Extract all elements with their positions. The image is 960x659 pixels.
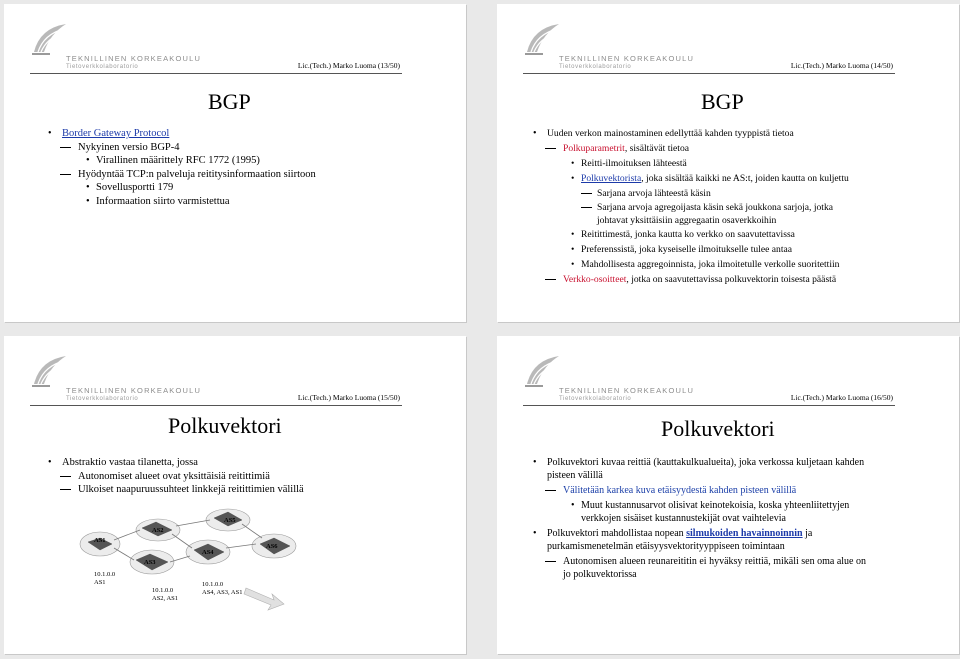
bullet-item: Autonomiset alueet ovat yksittäisiä reitittimiä [48, 470, 436, 484]
bullet-item: • Polkuvektori mahdollistaa nopean silmukoiden havainnoinnin ja purkamismenetelmän etäisyysvektorityyppiseen toimintaan [533, 528, 813, 552]
as-label: AS2 [152, 527, 164, 534]
bullet-item: • Polkuvektorista, joka sisältää kaikki ne AS:t, joiden kautta on kuljettu [571, 173, 849, 184]
logo-name: TEKNILLINEN KORKEAKOULU [559, 54, 695, 63]
route-annotation: 10.1.0.0 [94, 571, 116, 578]
slide-title: Polkuvektori [168, 413, 282, 438]
slide-16 [497, 336, 959, 654]
divider [523, 73, 895, 74]
slide-14 [497, 4, 959, 322]
bullet-item: • Virallinen määrittely RFC 1772 (1995) [86, 155, 260, 166]
bullet-item: Verkko-osoitteet, jotka on saavutettavissa polkuvektorin toisesta päästä [533, 272, 935, 287]
bullet-item: • Abstraktio vastaa tilanetta, jossa [48, 457, 198, 468]
tkk-logo-icon [523, 354, 563, 390]
logo-sub: Tietoverkkolaboratorio [559, 396, 632, 402]
bullet-item: • Sovellusportti 179 [86, 182, 174, 193]
arrow-icon [244, 588, 284, 610]
bullet-item: • Muut kustannusarvot olisivat keinotekoisia, koska yhteenliitettyjen verkkojen sisäiset kustannustekijät ovat vaihtelevia [571, 500, 850, 524]
bullet-item: • Informaation siirto varmistettua [86, 195, 230, 207]
logo-name: TEKNILLINEN KORKEAKOULU [559, 386, 695, 395]
slide-author: Lic.(Tech.) Marko Luoma (13/50) [297, 61, 400, 70]
bgp-link[interactable]: Border Gateway Protocol [62, 128, 170, 139]
bullet-item: Välitetään karkea kuva etäisyydestä kahden pisteen välillä [533, 484, 919, 497]
polkuvektori-link[interactable]: Polkuvektorista [581, 173, 642, 184]
bullet-item: • Border Gateway Protocol [48, 128, 170, 139]
silmukka-link[interactable]: silmukoiden havainnoinnin [686, 528, 803, 539]
bullet-item: • Reitittimestä, jonka kautta ko verkko on saavutettavissa [571, 229, 795, 240]
slide-15 [4, 336, 466, 654]
bullet-item: Sarjana arvoja agregoijasta käsin sekä joukkona sarjoja, jotka johtavat yksittäisiin aggregaatin osaverkkoihin [533, 201, 935, 227]
as-label: AS5 [224, 517, 236, 524]
slide-author: Lic.(Tech.) Marko Luoma (16/50) [790, 393, 893, 402]
as-label: AS4 [202, 549, 214, 556]
bullet-item: • Reitti-ilmoituksen lähteestä [571, 158, 687, 169]
slide-13 [4, 4, 466, 322]
as-label: AS1 [94, 537, 106, 544]
logo-sub: Tietoverkkolaboratorio [66, 396, 139, 402]
bullet-item: • Polkuvektori kuvaa reittiä (kauttakulkualueita), joka verkossa kuljetaan kahden pisteen välillä [533, 457, 865, 481]
logo-name: TEKNILLINEN KORKEAKOULU [66, 386, 202, 395]
bullet-item: Hyödyntää TCP:n palveluja reititysinformaation siirtoon [48, 168, 436, 182]
bullet-item: Polkuparametrit, sisältävät tietoa [533, 141, 935, 156]
bullet-item: • Mahdollisesta aggregoinnista, joka ilmoitetulle verkolle suoritettiin [571, 259, 840, 270]
route-annotation: AS1 [94, 579, 106, 586]
bullet-item: Ulkoiset naapuruussuhteet linkkejä reitittimien välillä [48, 483, 436, 497]
slide-body [533, 456, 919, 581]
logo [523, 354, 695, 402]
logo-name: TEKNILLINEN KORKEAKOULU [66, 54, 202, 63]
divider [523, 405, 895, 406]
tkk-logo-icon [30, 22, 70, 58]
tkk-logo-icon [30, 354, 70, 390]
slide-title: Polkuvektori [661, 416, 775, 441]
slide-title: BGP [208, 89, 251, 114]
slide-body [533, 126, 935, 287]
divider [30, 73, 402, 74]
as-path-diagram [78, 504, 298, 616]
slide-title: BGP [701, 89, 744, 114]
bullet-item: Sarjana arvoja lähteestä käsin [533, 186, 935, 201]
bullet-item: Autonomisen alueen reunareititin ei hyväksy reittiä, mikäli sen oma alue on jo polkuvektorissa [533, 555, 919, 581]
slide-body [48, 127, 436, 208]
route-annotation: AS4, AS3, AS1 [202, 589, 243, 596]
tkk-logo-icon [523, 22, 563, 58]
bullet-item: • Preferenssistä, joka kyseiselle ilmoitukselle tulee antaa [571, 244, 792, 255]
divider [30, 405, 402, 406]
as-label: AS6 [266, 543, 278, 550]
logo [30, 354, 202, 402]
route-annotation: 10.1.0.0 [202, 581, 224, 588]
slide-author: Lic.(Tech.) Marko Luoma (14/50) [790, 61, 893, 70]
bullet-item: Nykyinen versio BGP-4 [48, 141, 436, 155]
logo [30, 22, 202, 70]
slide-body [48, 456, 436, 497]
logo-sub: Tietoverkkolaboratorio [559, 64, 632, 70]
as-label: AS3 [144, 559, 156, 566]
route-annotation: 10.1.0.0 [152, 587, 174, 594]
logo-sub: Tietoverkkolaboratorio [66, 64, 139, 70]
route-annotation: AS2, AS1 [152, 595, 179, 602]
slide-author: Lic.(Tech.) Marko Luoma (15/50) [297, 393, 400, 402]
bullet-item: • Uuden verkon mainostaminen edellyttää kahden tyyppistä tietoa [533, 128, 794, 139]
logo [523, 22, 695, 70]
